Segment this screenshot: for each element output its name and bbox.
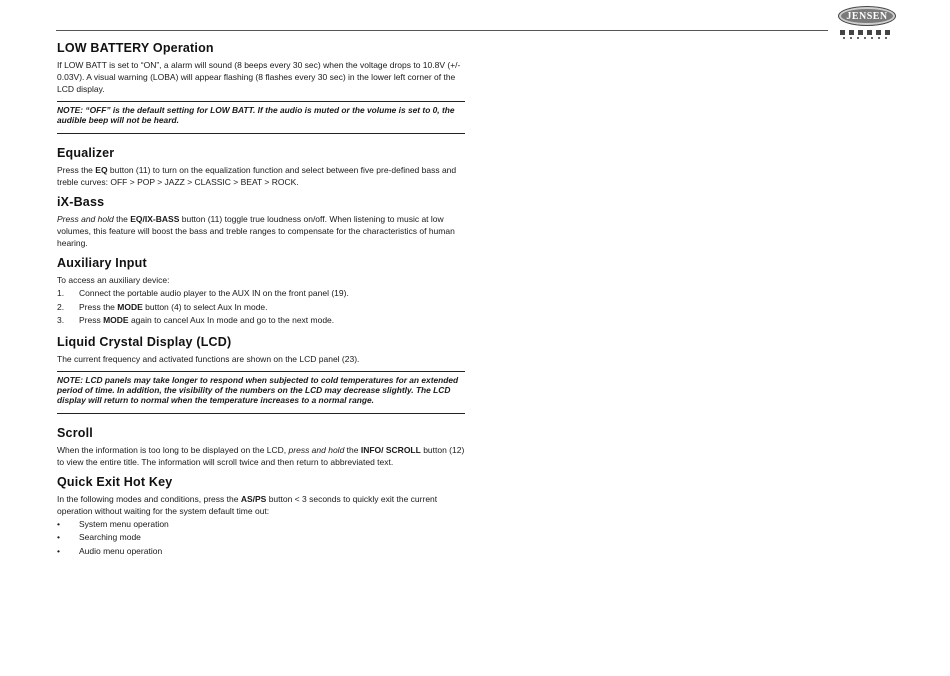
- section-heading: Equalizer: [57, 146, 115, 160]
- section-heading: Scroll: [57, 425, 93, 440]
- jensen-logo: [838, 6, 898, 42]
- section-text: In the following modes and conditions, press the AS/PS button < 3 seconds to quickly exit the current operation without waiting for the system default time out:: [57, 493, 438, 516]
- page-content: [57, 41, 465, 565]
- section-equalizer: [57, 146, 465, 188]
- header-rule: [56, 30, 828, 31]
- logo-squares-decoration: [838, 30, 898, 35]
- section-text: The current frequency and activated functions are shown on the LCD panel (23).: [57, 353, 360, 364]
- list-item: 2. Press the MODE button (4) to select Aux In mode.: [57, 301, 268, 312]
- section-text: Press and hold the EQ/IX-BASS button (11) toggle true loudness on/off. When listening to music at low volumes, this feature will boost the bass and treble ranges to compensate for the characteristics of human hearing.: [57, 214, 455, 248]
- logo-text: JENSEN: [846, 10, 888, 22]
- list-item: • System menu operation: [57, 518, 169, 529]
- section-heading: Liquid Crystal Display (LCD): [57, 334, 232, 349]
- logo-oval: [838, 6, 896, 26]
- section-text: If LOW BATT is set to “ON”, a alarm will sound (8 beeps every 30 sec) when the voltage drops to 10.8V (+/- 0.03V). A visual warning (LOBA) will appear flashing (8 flashes every 30 sec) in the lower left corner of the LCD display.: [57, 60, 461, 94]
- note-box: NOTE: LCD panels may take longer to respond when subjected to cold temperatures for an extended period of time. In addition, the visibility of the numbers on the LCD may decrease slightly. The LCD display will return to normal when the temperature increases to a normal range.: [57, 371, 465, 414]
- bullet-list: [57, 518, 465, 559]
- section-lcd: [57, 335, 465, 414]
- list-item: 3. Press MODE again to cancel Aux In mode and go to the next mode.: [57, 315, 335, 325]
- section-text: When the information is too long to be displayed on the LCD, press and hold the INFO/ SCROLL button (12) to view the entire title. The information will scroll twice and then return to abbreviated text.: [57, 444, 465, 467]
- note-box: NOTE: “OFF” is the default setting for LOW BATT. If the audio is muted or the volume is set to 0, the audible beep will not be heard.: [57, 101, 465, 134]
- list-item: • Audio menu operation: [57, 545, 163, 556]
- list-item: 1. Connect the portable audio player to the AUX IN on the front panel (19).: [57, 288, 349, 298]
- section-intro: To access an auxiliary device:: [57, 275, 170, 285]
- steps-list: [57, 287, 465, 328]
- section-heading: iX-Bass: [57, 195, 105, 209]
- section-ix-bass: [57, 195, 465, 249]
- section-text: Press the EQ button (11) to turn on the equalization function and select between five pre-defined bass and treble curves: OFF > POP > JAZZ > CLASSIC > BEAT > ROCK.: [57, 165, 457, 187]
- section-quick-exit-hot-key: [57, 475, 465, 559]
- section-low-battery: [57, 41, 465, 134]
- section-heading: Auxiliary Input: [57, 256, 147, 270]
- section-heading: LOW BATTERY Operation: [57, 41, 214, 55]
- list-item: • Searching mode: [57, 532, 141, 542]
- section-heading: Quick Exit Hot Key: [57, 474, 173, 489]
- section-scroll: [57, 426, 465, 468]
- logo-dots-decoration: [838, 37, 898, 39]
- section-auxiliary-input: [57, 256, 465, 328]
